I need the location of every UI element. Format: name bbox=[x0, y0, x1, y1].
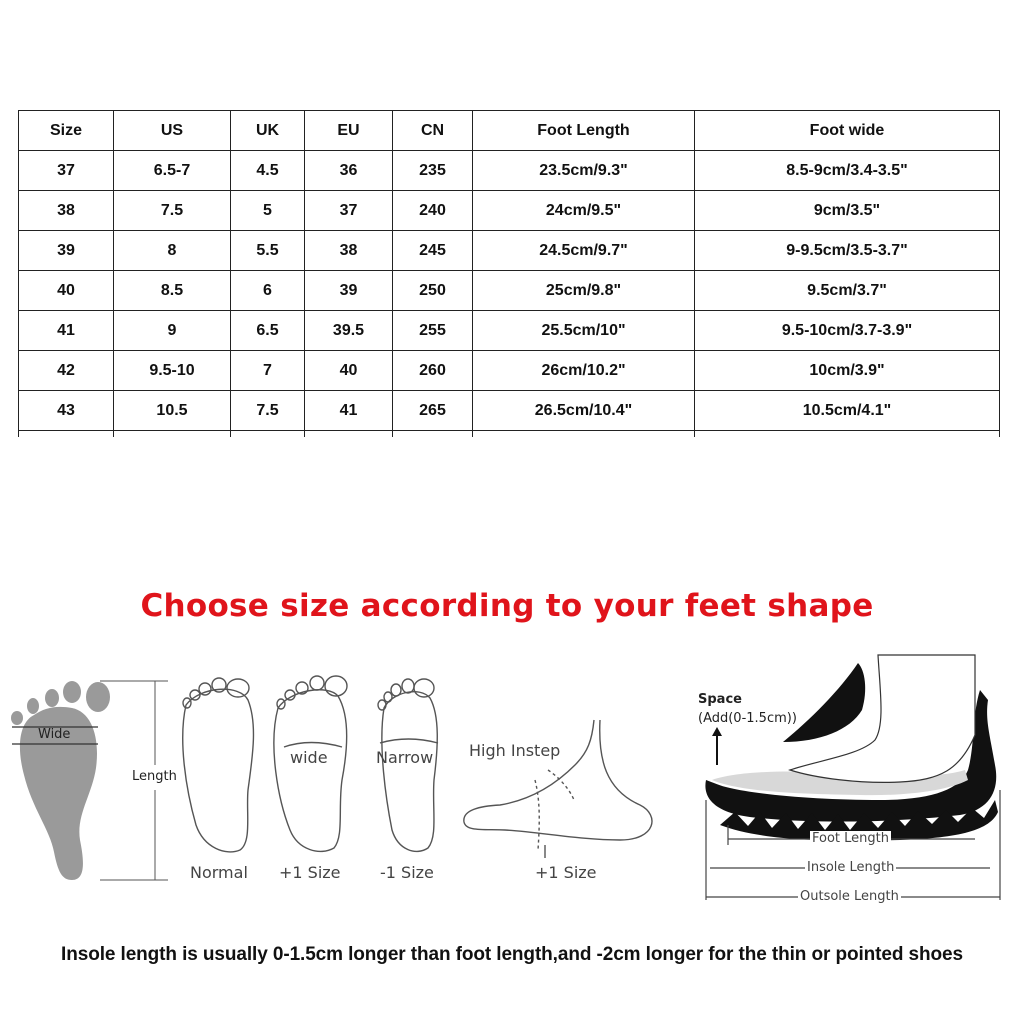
table-cell: 4.5 bbox=[231, 151, 305, 191]
table-cell: 25.5cm/10" bbox=[473, 311, 695, 351]
footprint-icon bbox=[11, 681, 110, 880]
table-row bbox=[19, 311, 1000, 351]
column-header-size: Size bbox=[19, 111, 114, 151]
table-cell: 10.5 bbox=[114, 391, 231, 431]
table-trailing-cell bbox=[19, 431, 114, 438]
table-cell: 39.5 bbox=[305, 311, 393, 351]
footer-note: Insole length is usually 0-1.5cm longer than foot length,and -2cm longer for the thin or pointed shoes bbox=[61, 944, 963, 965]
table-cell: 40 bbox=[305, 351, 393, 391]
column-header-foot-length: Foot Length bbox=[473, 111, 695, 151]
table-cell: 5 bbox=[231, 191, 305, 231]
table-cell: 6 bbox=[231, 271, 305, 311]
table-body bbox=[19, 151, 1000, 438]
foot-length-label: Foot Length bbox=[812, 831, 889, 846]
high-instep-label: High Instep bbox=[469, 741, 561, 760]
size-chart-table bbox=[18, 110, 1000, 437]
table-cell: 10.5cm/4.1" bbox=[695, 391, 1000, 431]
table-cell: 42 bbox=[19, 351, 114, 391]
table-cell: 43 bbox=[19, 391, 114, 431]
table-cell: 235 bbox=[393, 151, 473, 191]
caption-wide-plus-one: +1 Size bbox=[279, 863, 341, 882]
table-trailing-cell bbox=[114, 431, 231, 438]
insole-length-label: Insole Length bbox=[807, 860, 895, 875]
table-cell: 24cm/9.5" bbox=[473, 191, 695, 231]
table-cell: 5.5 bbox=[231, 231, 305, 271]
table-trailing-cell bbox=[305, 431, 393, 438]
table-cell: 260 bbox=[393, 351, 473, 391]
table-row bbox=[19, 271, 1000, 311]
table-cell: 9 bbox=[114, 311, 231, 351]
caption-narrow-minus-one: -1 Size bbox=[380, 863, 434, 882]
table-cell: 39 bbox=[305, 271, 393, 311]
wide-foot-label: wide bbox=[290, 748, 328, 767]
table-trailing-cell bbox=[393, 431, 473, 438]
outsole-length-label: Outsole Length bbox=[800, 889, 899, 904]
table-row bbox=[19, 351, 1000, 391]
column-header-us: US bbox=[114, 111, 231, 151]
table-cell: 9-9.5cm/3.5-3.7" bbox=[695, 231, 1000, 271]
table-cell: 265 bbox=[393, 391, 473, 431]
table-cell: 40 bbox=[19, 271, 114, 311]
table-header-row bbox=[19, 111, 1000, 151]
table-cell: 255 bbox=[393, 311, 473, 351]
caption-instep-plus-one: +1 Size bbox=[535, 863, 597, 882]
table-row bbox=[19, 191, 1000, 231]
caption-normal: Normal bbox=[190, 863, 248, 882]
table-cell: 9cm/3.5" bbox=[695, 191, 1000, 231]
table-cell: 24.5cm/9.7" bbox=[473, 231, 695, 271]
table-trailing-cell bbox=[231, 431, 305, 438]
shoe-cross-section bbox=[705, 655, 998, 841]
column-header-foot-wide: Foot wide bbox=[695, 111, 1000, 151]
table-cell: 7 bbox=[231, 351, 305, 391]
space-label: Space bbox=[698, 692, 742, 707]
column-header-eu: EU bbox=[305, 111, 393, 151]
table-cell: 9.5cm/3.7" bbox=[695, 271, 1000, 311]
table-trailing-cell bbox=[473, 431, 695, 438]
table-cell: 245 bbox=[393, 231, 473, 271]
table-cell: 41 bbox=[305, 391, 393, 431]
table-cell: 8.5-9cm/3.4-3.5" bbox=[695, 151, 1000, 191]
table-cell: 9.5-10 bbox=[114, 351, 231, 391]
length-measure-label: Length bbox=[132, 769, 177, 784]
table-cell: 6.5 bbox=[231, 311, 305, 351]
table-cell: 250 bbox=[393, 271, 473, 311]
page-heading: Choose size according to your feet shape bbox=[140, 588, 874, 624]
table-cell: 240 bbox=[393, 191, 473, 231]
table-cell: 8 bbox=[114, 231, 231, 271]
table-cell: 7.5 bbox=[114, 191, 231, 231]
normal-foot-outline bbox=[183, 678, 254, 852]
table-row bbox=[19, 151, 1000, 191]
narrow-foot-label: Narrow bbox=[376, 748, 434, 767]
space-note: (Add(0-1.5cm)) bbox=[698, 711, 797, 726]
table-cell: 38 bbox=[19, 191, 114, 231]
table-cell: 6.5-7 bbox=[114, 151, 231, 191]
table-trailing-row bbox=[19, 431, 1000, 438]
table-cell: 10cm/3.9" bbox=[695, 351, 1000, 391]
table-row bbox=[19, 231, 1000, 271]
wide-measure-label: Wide bbox=[38, 727, 71, 742]
table-cell: 8.5 bbox=[114, 271, 231, 311]
table-cell: 25cm/9.8" bbox=[473, 271, 695, 311]
table-cell: 38 bbox=[305, 231, 393, 271]
column-header-uk: UK bbox=[231, 111, 305, 151]
table-cell: 26.5cm/10.4" bbox=[473, 391, 695, 431]
table-cell: 7.5 bbox=[231, 391, 305, 431]
table-cell: 23.5cm/9.3" bbox=[473, 151, 695, 191]
table-trailing-cell bbox=[695, 431, 1000, 438]
table-cell: 41 bbox=[19, 311, 114, 351]
table-row bbox=[19, 391, 1000, 431]
table-cell: 37 bbox=[305, 191, 393, 231]
table-cell: 26cm/10.2" bbox=[473, 351, 695, 391]
table-cell: 37 bbox=[19, 151, 114, 191]
column-header-cn: CN bbox=[393, 111, 473, 151]
table-cell: 9.5-10cm/3.7-3.9" bbox=[695, 311, 1000, 351]
table-cell: 39 bbox=[19, 231, 114, 271]
table-cell: 36 bbox=[305, 151, 393, 191]
